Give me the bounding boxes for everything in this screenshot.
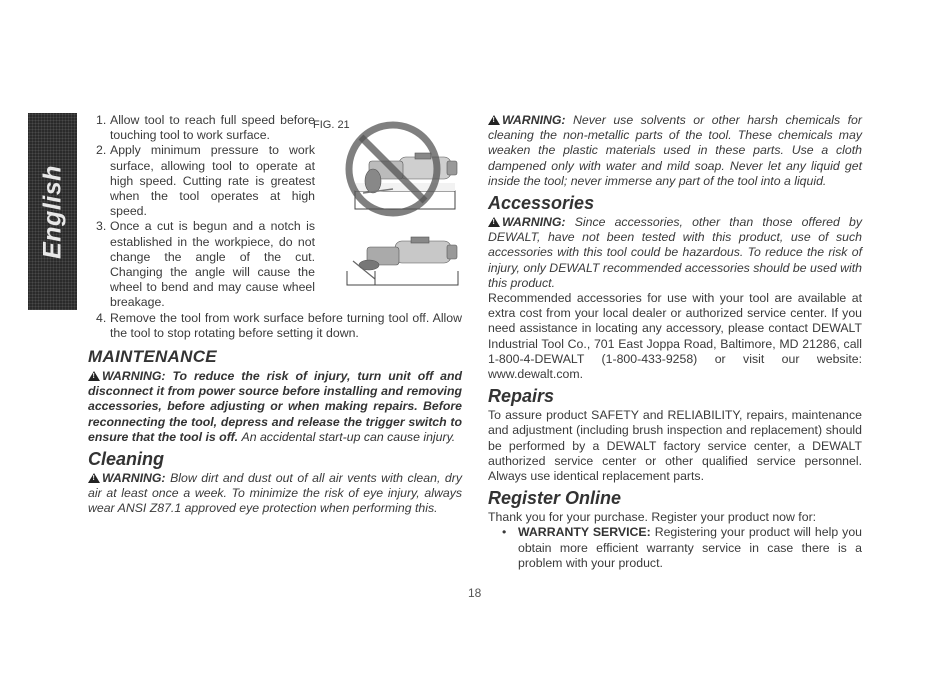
maintenance-warning bbox=[88, 369, 462, 445]
register-intro: Thank you for your purchase. Register your product now for: bbox=[488, 510, 817, 525]
figure-21 bbox=[313, 113, 462, 303]
step-4 bbox=[88, 311, 462, 341]
cleaning-heading: Cleaning bbox=[88, 449, 165, 470]
accessories-warning-label: WARNING: bbox=[502, 215, 566, 230]
warranty-bullet bbox=[488, 525, 862, 571]
warning-icon bbox=[88, 371, 100, 381]
warranty-label: WARRANTY SERVICE: bbox=[518, 525, 651, 540]
step-4-text: Remove the tool from work surface before turning tool off. Allow the tool to stop rotating before setting it down. bbox=[110, 310, 462, 340]
warning-icon bbox=[488, 115, 500, 125]
step-3-number: 3. bbox=[96, 219, 107, 234]
repairs-heading: Repairs bbox=[488, 386, 555, 407]
maintenance-warning-italic: An accidental start-up can cause injury. bbox=[241, 429, 456, 444]
warning-icon bbox=[88, 473, 100, 483]
maintenance-warning-bold: To reduce the risk of injury, turn unit off and disconnect it from power source before installing and removing accessories, before adjusting or when making repairs. Before reconnecting the tool, depress and release the trigger switch to ensure that the tool is off. bbox=[88, 369, 462, 444]
step-2-text: Apply minimum pressure to work surface, allowing tool to operate at high speed. Cutting rate is greatest when the tool operates at high speed. bbox=[110, 143, 315, 219]
maintenance-warning-label: WARNING: bbox=[102, 369, 166, 384]
cleaning-warning bbox=[88, 471, 462, 517]
page-number: 18 bbox=[468, 586, 482, 600]
figure-label: FIG. 21 bbox=[313, 119, 350, 131]
solvents-warning-label: WARNING: bbox=[502, 113, 566, 127]
accessories-warning-text: Since accessories, other than those offered by DEWALT, have not been tested with this product, use of such accessories with this tool could be hazardous. To reduce the risk of injury, only DEWALT recommended accessories should be used with this product. bbox=[488, 215, 862, 290]
step-1-text: Allow tool to reach full speed before touching tool to work surface. bbox=[110, 113, 315, 143]
cleaning-warning-label: WARNING: bbox=[102, 471, 166, 486]
warranty-text: Registering your product will help you obtain more efficient warranty service in case there is a problem with your product. bbox=[518, 525, 862, 570]
repairs-body: To assure product SAFETY and RELIABILITY, repairs, maintenance and adjustment (including brush inspection and replacement) should be performed by a DEWALT factory service center, a DEWALT authorized service center or other qualified service personnel. Always use identical replacement parts. bbox=[488, 408, 862, 484]
step-3-text: Once a cut is begun and a notch is established in the workpiece, do not change the angle of the cut. Changing the angle will cause the wheel to bend and may cause wheel breakage. bbox=[110, 219, 315, 310]
grinder-illustration bbox=[313, 113, 462, 303]
right-column bbox=[488, 113, 862, 571]
accessories-body: Recommended accessories for use with your tool are available at extra cost from your local dealer or authorized service center. If you need assistance in locating any accessory, please contact DEWALT Industrial Tool Co., 701 East Joppa Road, Baltimore, MD 21286, call 1-800-4-DEWALT (1-800-433-9258) or visit our website: www.dewalt.com. bbox=[488, 291, 862, 382]
no-grinding-icon bbox=[349, 125, 457, 213]
solvents-warning bbox=[488, 113, 862, 189]
left-column bbox=[88, 113, 462, 517]
step-3 bbox=[88, 219, 315, 310]
step-2 bbox=[88, 143, 315, 219]
cleaning-warning-text: Blow dirt and dust out of all air vents with clean, dry air at least once a week. To minimize the risk of eye injury, always wear ANSI Z87.1 approved eye protection when performing this. bbox=[88, 471, 462, 516]
language-tab-label: English bbox=[38, 164, 66, 259]
register-heading: Register Online bbox=[488, 488, 622, 509]
bullet-dot: • bbox=[502, 525, 507, 540]
accessories-heading: Accessories bbox=[488, 193, 595, 214]
step-2-number: 2. bbox=[96, 143, 107, 158]
grinder-on-surface-icon bbox=[347, 237, 458, 285]
warning-icon bbox=[488, 217, 500, 227]
language-tab bbox=[28, 113, 77, 310]
solvents-warning-text: Never use solvents or other harsh chemicals for cleaning the non-metallic parts of the tool. These chemicals may weaken the plastic materials used in these parts. Use a cloth dampened only with water and mild soap. Never let any liquid get inside the tool; never immerse any part of the tool into a liquid. bbox=[488, 113, 862, 188]
step-1 bbox=[88, 113, 315, 143]
maintenance-heading: MAINTENANCE bbox=[88, 347, 217, 367]
step-1-number: 1. bbox=[96, 113, 107, 127]
accessories-warning bbox=[488, 215, 862, 291]
step-4-number: 4. bbox=[96, 310, 107, 325]
